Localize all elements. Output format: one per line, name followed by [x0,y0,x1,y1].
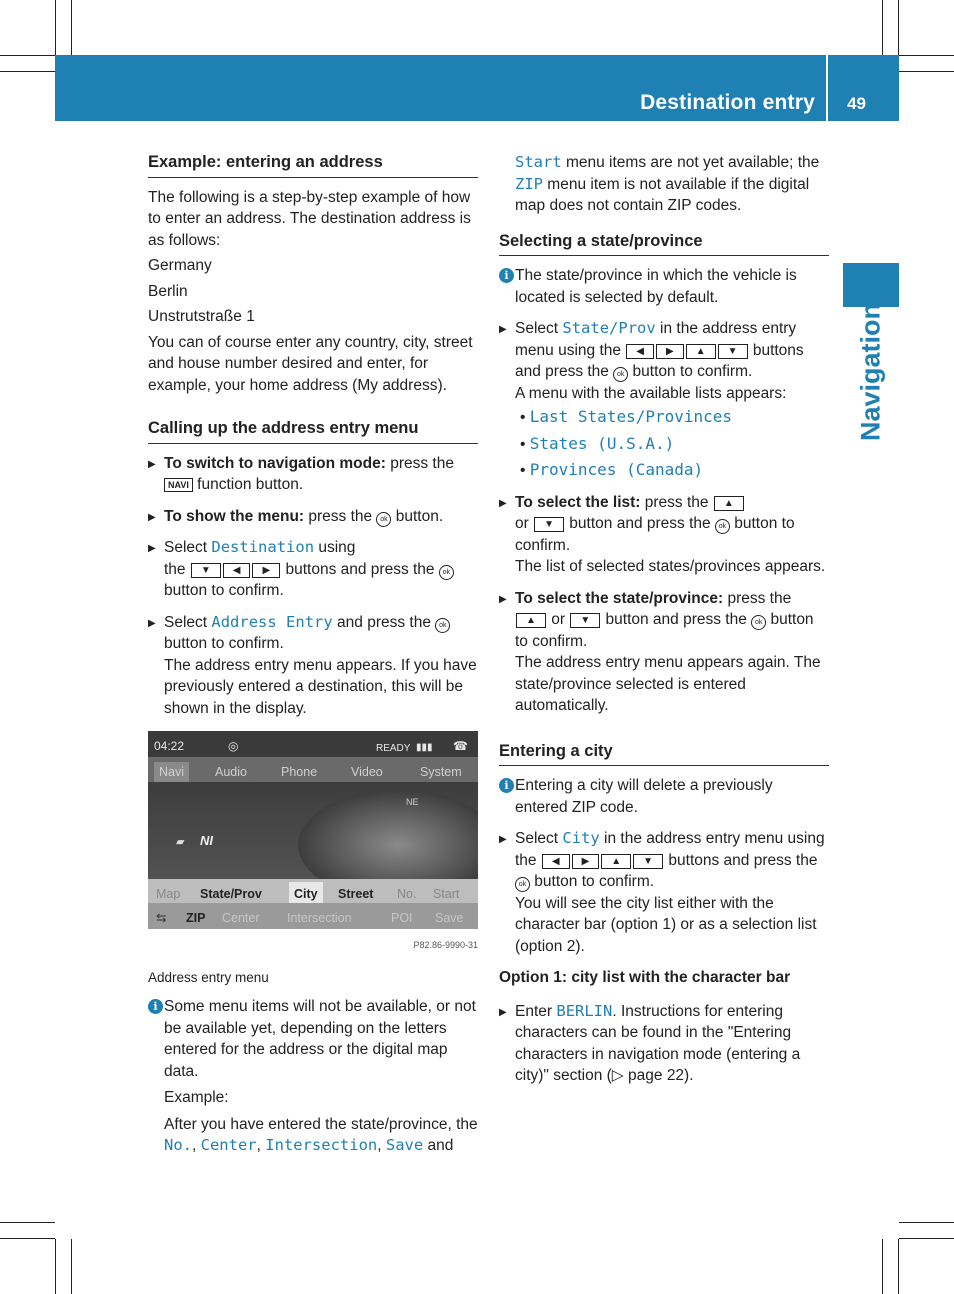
info-icon: i [499,268,514,283]
step-select-state: ▶ To select the state/province: press the ▲ or ▼ button and press the ok button to confirm. The address entry menu appears again. The state/province selected is entered automatically. [499,588,829,717]
screen-item: State/Prov [200,887,262,901]
crop-mark [0,71,55,72]
menu-item-destination: Destination [211,538,315,556]
screen-item: No. [397,887,417,901]
ok-button-icon: ok [435,618,450,633]
paragraph: You can of course enter any country, city, street and house number desired and enter, for example, your home address (My address). [148,333,473,394]
screen-item: Save [435,911,464,925]
crop-mark [899,1222,954,1223]
image-code: P82.86-9990-31 [413,940,478,950]
heading-entering-city: Entering a city [499,741,829,767]
crop-mark [0,55,55,56]
screen-entry-row-2 [148,903,478,929]
up-key-icon: ▲ [601,854,631,869]
crop-mark [899,1238,954,1239]
up-key-icon: ▲ [686,344,716,359]
screen-menu-item: Audio [215,765,247,779]
address-line: Berlin [148,282,188,300]
crop-mark [0,1222,55,1223]
screen-main-menu [148,757,478,782]
info-icon: i [148,999,163,1014]
page-header [55,55,899,121]
down-key-icon: ▼ [718,344,748,359]
up-key-icon: ▲ [714,496,744,511]
screen-item: Center [222,911,260,925]
crop-mark [882,1239,883,1294]
down-key-icon: ▼ [191,563,221,578]
left-column [148,152,478,1167]
crop-mark [882,0,883,55]
step-select-city: ▶ Select City in the address entry menu using the ◀ ▶ ▲ ▼ buttons and press the ok button to confirm. You will see the city list either with the character bar (option 1) or as a selection list (option 2). [499,828,829,957]
info-icon: i [499,778,514,793]
down-key-icon: ▼ [570,613,600,628]
right-key-icon: ▶ [252,563,280,578]
list-item: • States (U.S.A.) [520,433,675,453]
screen-status: READY [376,743,411,754]
screen-item-selected: City [289,882,323,908]
screen-time: 04:22 [154,739,185,753]
navi-button-icon: NAVI [164,478,193,492]
right-column [499,152,829,1097]
left-key-icon: ◀ [223,563,251,578]
screen-item: Map [156,887,181,901]
left-key-icon: ◀ [542,854,570,869]
back-icon: ⇆ [156,911,167,925]
right-key-icon: ▶ [572,854,600,869]
up-key-icon: ▲ [516,613,546,628]
crop-mark [55,1239,56,1294]
position-label: NI [200,833,213,848]
intro-text: The following is a step-by-step example of how to enter an address. The destination address is as follows: [148,188,471,249]
down-key-icon: ▼ [534,517,564,532]
down-key-icon: ▼ [633,854,663,869]
step-select-address-entry: ▶ Select Address Entry and press the ok button to confirm. The address entry menu appears. If you have previously entered a destination, this will be shown in the display. [148,612,478,720]
step-enter-berlin: ▶ Enter BERLIN. Instructions for entering characters can be found in the "Entering characters in navigation mode (entering a city)" section (▷ page 22). [499,1001,829,1087]
screen-menu-item: Navi [154,762,189,784]
info-note: i Some menu items will not be available, or not be available yet, depending on the letters entered for the address or the digital map data. Example: After you have entered the state/province, the No., Center, Intersection, Save and [148,996,478,1157]
compass-label: NE [406,797,419,807]
step-select-destination: ▶ Select Destination using the ▼ ◀ ▶ buttons and press the ok button to confirm. [148,537,478,602]
ok-button-icon: ok [715,519,730,534]
screen-item: Start [433,887,460,901]
side-tab-marker [843,263,899,307]
ok-button-icon: ok [376,512,391,527]
screen-menu-item: Video [351,765,383,779]
heading-state-province: Selecting a state/province [499,231,829,257]
phone-icon: ☎ [453,739,468,753]
address-entry-screenshot [148,731,478,929]
right-key-icon: ▶ [656,344,684,359]
option-heading: Option 1: city list with the character bar [499,969,791,986]
screen-menu-item: Phone [281,765,318,779]
crop-mark [0,1238,55,1239]
info-note: i Entering a city will delete a previously entered ZIP code. [499,775,829,818]
side-tab-label: Navigation [855,302,886,442]
screen-menu-item: System [420,765,462,779]
step-navigation-mode: ▶ To switch to navigation mode: press the NAVI function button. [148,453,478,496]
crop-mark [71,1239,72,1294]
screen-item: POI [391,911,413,925]
screen-status-bar [148,731,478,757]
vehicle-icon: ▰ [176,836,185,848]
crop-mark [899,71,954,72]
step-show-menu: ▶ To show the menu: press the ok button. [148,506,478,528]
list-item: • Provinces (Canada) [520,460,704,479]
screen-item: Intersection [287,911,352,925]
figure-caption: Address entry menu [148,969,269,985]
menu-item-address-entry: Address Entry [211,612,333,631]
crop-mark [55,0,56,55]
step-select-list: ▶ To select the list: press the ▲ or ▼ button and press the ok button to confirm. The list of selected states/provinces appears. [499,492,829,578]
crop-mark [899,55,954,56]
crop-mark [898,1239,899,1294]
screen-map-area [148,782,478,879]
step-select-state-prov: ▶ Select State/Prov in the address entry menu using the ◀ ▶ ▲ ▼ buttons and press the ok button to confirm. A menu with the available lists appears: • Last States/Provinces • States (U.S.A.) • Provinces (Canada) [499,318,829,482]
screen-item: ZIP [186,911,206,925]
crop-mark [898,0,899,55]
left-key-icon: ◀ [626,344,654,359]
signal-icon: ▮▮▮ [416,742,433,753]
address-line: Germany [148,257,212,274]
screen-entry-row-1 [148,879,478,903]
page-number: 49 [847,94,866,113]
info-continued: Start menu items are not yet available; the ZIP menu item is not available if the digital map does not contain ZIP codes. [515,153,820,214]
ok-button-icon: ok [439,565,454,580]
crop-mark [71,0,72,55]
heading-example: Example: entering an address [148,152,478,178]
disc-icon: ◎ [228,739,239,753]
heading-calling-up: Calling up the address entry menu [148,418,478,444]
header-divider [826,55,828,121]
ok-button-icon: ok [751,615,766,630]
screen-item: Street [338,887,374,901]
ok-button-icon: ok [515,877,530,892]
ok-button-icon: ok [613,367,628,382]
section-title: Destination entry [640,91,815,114]
address-line: Unstrutstraße 1 [148,308,255,325]
info-note: i The state/province in which the vehicle is located is selected by default. [499,265,829,308]
list-item: • Last States/Provinces [520,407,733,426]
